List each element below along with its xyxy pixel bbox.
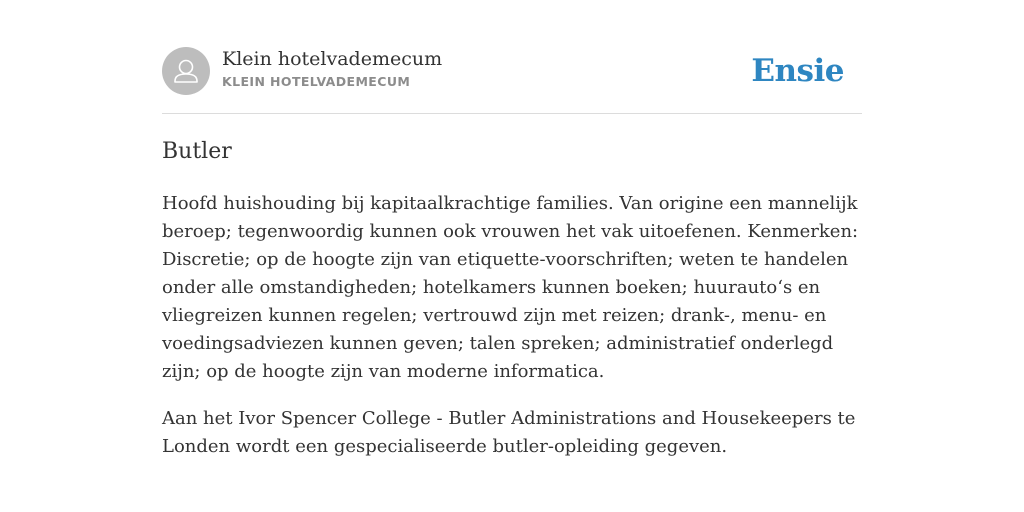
brand-logo[interactable]: Ensie [751, 53, 844, 89]
source-title[interactable]: Klein hotelvademecum [222, 48, 443, 70]
source-info [222, 47, 442, 93]
header [162, 47, 862, 114]
source-subtitle: KLEIN HOTELVADEMECUM [222, 74, 411, 89]
entry-paragraph: Hoofd huishouding bij kapitaalkrachtige families. Van origine een mannelijk beroep; tegenwoordig kunnen ook vrouwen het vak uitoefenen. Kenmerken: Discretie; op de hoogte zijn van etiquette-voorschriften; weten te handelen onder alle omstandigheden; hotelkamers kunnen boeken; huurauto‘s en vliegreizen kunnen regelen; vertrouwd zijn met reizen; drank-, menu- en voedingsadviezen kunnen geven; talen spreken; administratief onderlegd zijn; op de hoogte zijn van moderne informatica. [162, 193, 859, 382]
entry-title: Butler [162, 139, 232, 164]
user-icon [162, 47, 210, 95]
entry-content [162, 190, 862, 480]
entry-paragraph: Aan het Ivor Spencer College - Butler Administrations and Housekeepers te Londen wordt een gespecialiseerde butler-opleiding gegeven. [162, 408, 856, 457]
avatar[interactable] [162, 47, 210, 95]
